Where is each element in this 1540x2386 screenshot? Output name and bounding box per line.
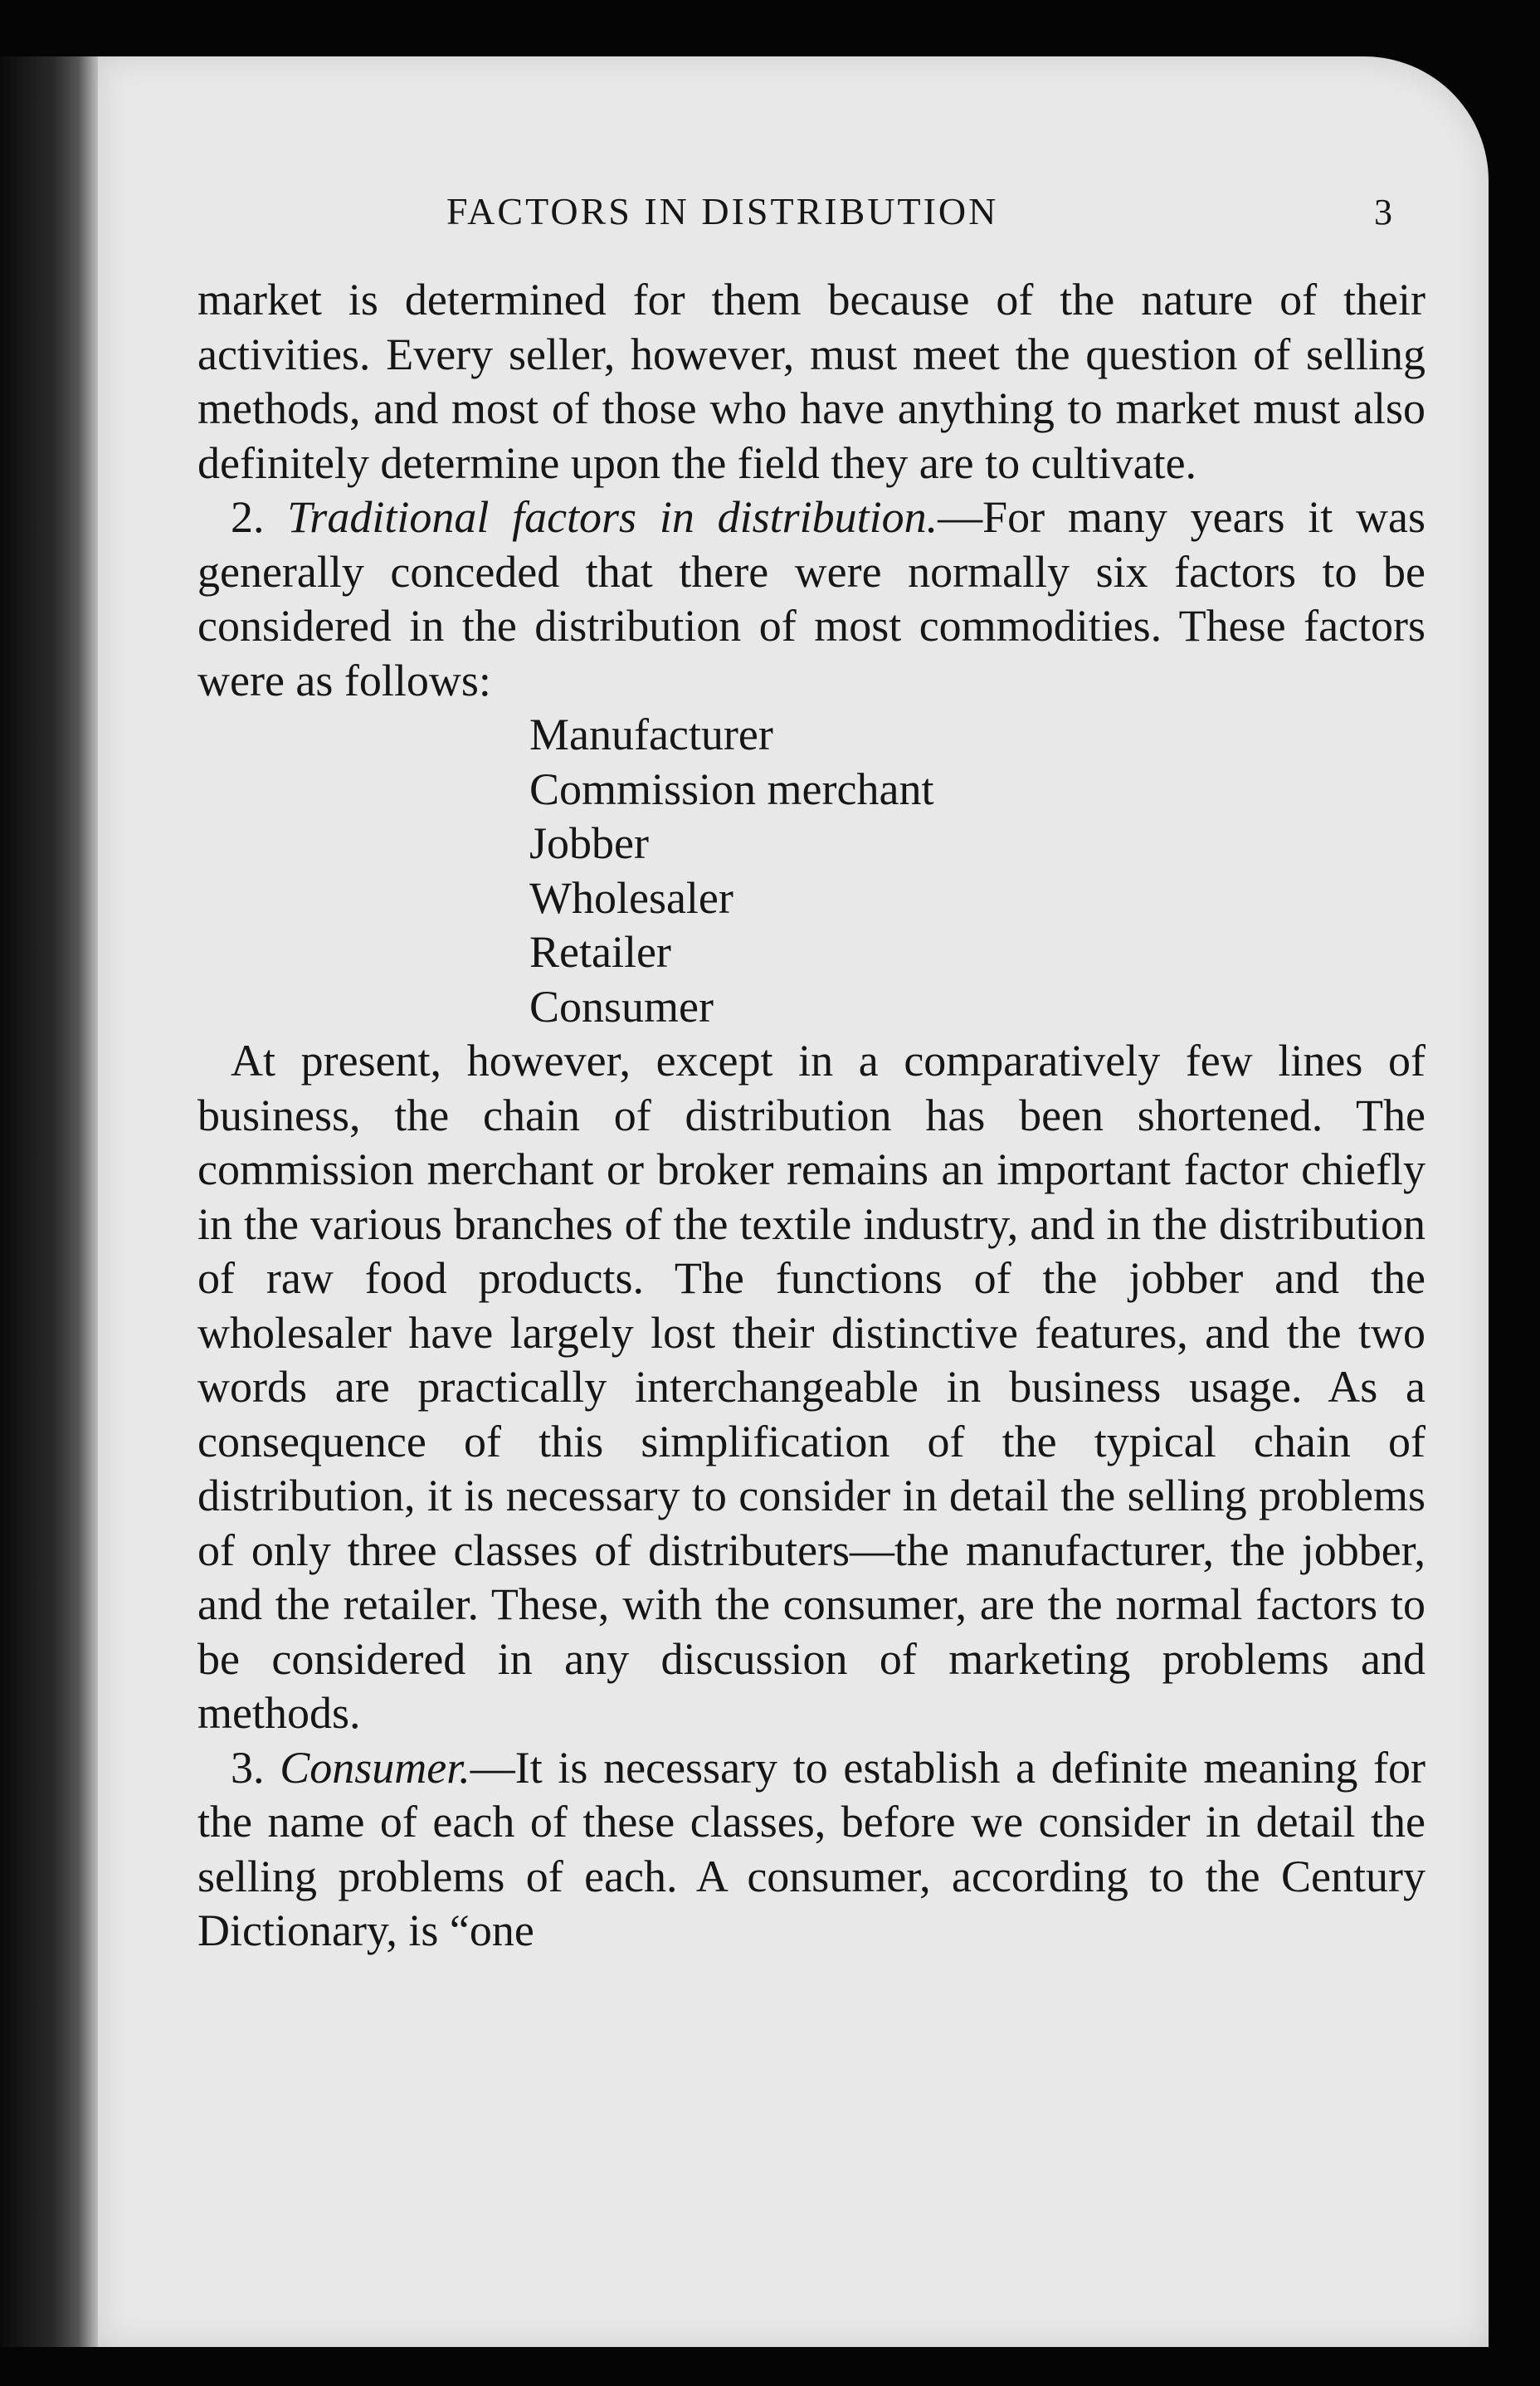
paragraph-4 (197, 1741, 1425, 1959)
section-number-3: 3. (231, 1742, 265, 1793)
running-title: FACTORS IN DISTRIBUTION (446, 190, 999, 232)
book-binding (0, 56, 98, 2347)
list-item: Commission merchant (529, 764, 934, 814)
page-text (197, 189, 1425, 1959)
paragraph-1: market is determined for them because of the nature of their activities. Every seller, however, must meet the question of selling methods, and most of those who have anything to market must also definitely determine upon the field they are to cultivate. (197, 275, 1425, 488)
page-number: 3 (1374, 192, 1392, 232)
paragraph-2-text: —For many years it was generally conceded that there were normally six factors to be considered in the distribution of most commodities. These factors were as follows: (197, 492, 1426, 705)
section-heading-3: Consumer. (280, 1742, 470, 1793)
factors-list (529, 708, 1425, 1034)
list-item: Retailer (529, 927, 671, 977)
list-item: Wholesaler (529, 872, 733, 923)
section-heading-2: Traditional factors in distribution. (287, 492, 938, 542)
running-header (197, 189, 1425, 233)
list-item: Manufacturer (529, 710, 773, 759)
list-item: Jobber (529, 818, 649, 868)
paragraph-2 (197, 490, 1425, 708)
list-item: Consumer (529, 981, 714, 1032)
book-page (98, 56, 1489, 2347)
paragraph-4-text: —It is necessary to establish a definite meaning for the name of each of these classes, before we consider in detail the selling problems of each. A consumer, according to the Century Dictionary, is “one (197, 1742, 1425, 1955)
paragraph-3: At present, however, except in a comparatively few lines of business, the chain of distribution has been shortened. The commission merchant or broker remains an important factor chiefly in the various branches of the textile industry, and in the distribution of raw food products. The functions of the jobber and the wholesaler have largely lost their distinctive features, and the two words are practically interchangeable in business usage. As a consequence of this simplification of the typical chain of distribution, it is necessary to consider in detail the selling problems of only three classes of distributers—the manufacturer, the jobber, and the retailer. These, with the consumer, are the normal factors to be considered in any discussion of marketing problems and methods. (197, 1036, 1425, 1738)
section-number-2: 2. (231, 492, 265, 542)
